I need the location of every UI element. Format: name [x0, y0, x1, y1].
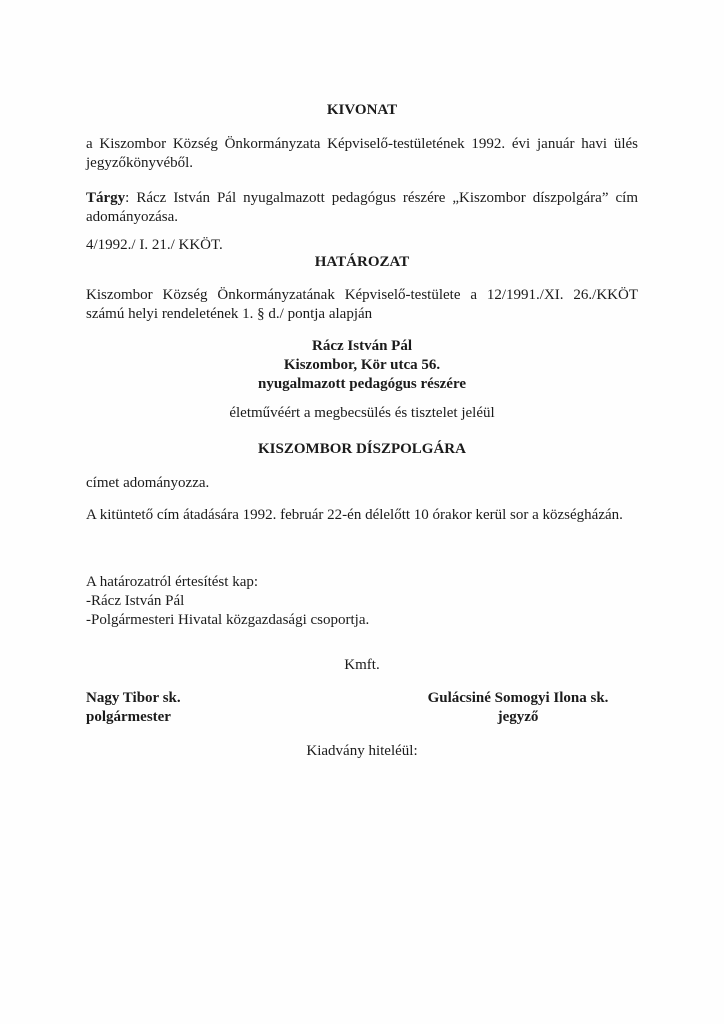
reference-number: 4/1992./ I. 21./ KKÖT. — [86, 237, 223, 253]
signature-right-title: jegyző — [497, 709, 539, 725]
recipient-address: Kiszombor, Kör utca 56. — [283, 357, 441, 373]
signature-left-name: Nagy Tibor sk. — [86, 690, 181, 706]
subject-text: : Rácz István Pál nyugalmazott pedagógus részére „Kiszombor díszpolgára” cím adományozása. — [86, 190, 638, 225]
ceremony-line: A kitüntető cím átadására 1992. február 22-én délelőtt 10 órakor kerül sor a községházán. — [86, 507, 623, 523]
closing-kmft: Kmft. — [344, 657, 380, 673]
attestation-line: Kiadvány hiteléül: — [306, 743, 418, 759]
subject-paragraph — [86, 189, 638, 227]
honor-title: KISZOMBOR DÍSZPOLGÁRA — [258, 441, 466, 457]
intro-paragraph: a Kiszombor Község Önkormányzata Képviselő-testületének 1992. évi január havi ülés jegyzőkönyvéből. — [86, 136, 638, 171]
recipient-name: Rácz István Pál — [312, 338, 412, 354]
decision-title: HATÁROZAT — [314, 254, 410, 270]
signature-left — [86, 689, 181, 727]
recipient-status: nyugalmazott pedagógus részére — [257, 376, 467, 392]
notify-item: -Rácz István Pál — [86, 593, 185, 609]
notify-heading: A határozatról értesítést kap: — [86, 574, 259, 590]
confer-line: címet adományozza. — [86, 475, 210, 491]
signature-right-name: Gulácsiné Somogyi Ilona sk. — [427, 690, 609, 706]
subject-label: Tárgy — [86, 190, 126, 206]
decision-paragraph: Kiszombor Község Önkormányzatának Képviselő-testülete a 12/1991./XI. 26./KKÖT számú helyi rendeletének 1. § d./ pontja alapján — [86, 287, 638, 322]
recipient-block — [0, 337, 724, 394]
notify-block — [86, 573, 638, 630]
signature-left-title: polgármester — [86, 709, 171, 725]
document-title: KIVONAT — [326, 102, 398, 118]
notify-item: -Polgármesteri Hivatal közgazdasági csoportja. — [86, 612, 370, 628]
merit-line: életművéért a megbecsülés és tisztelet jeléül — [229, 405, 495, 421]
signature-right — [408, 689, 628, 727]
